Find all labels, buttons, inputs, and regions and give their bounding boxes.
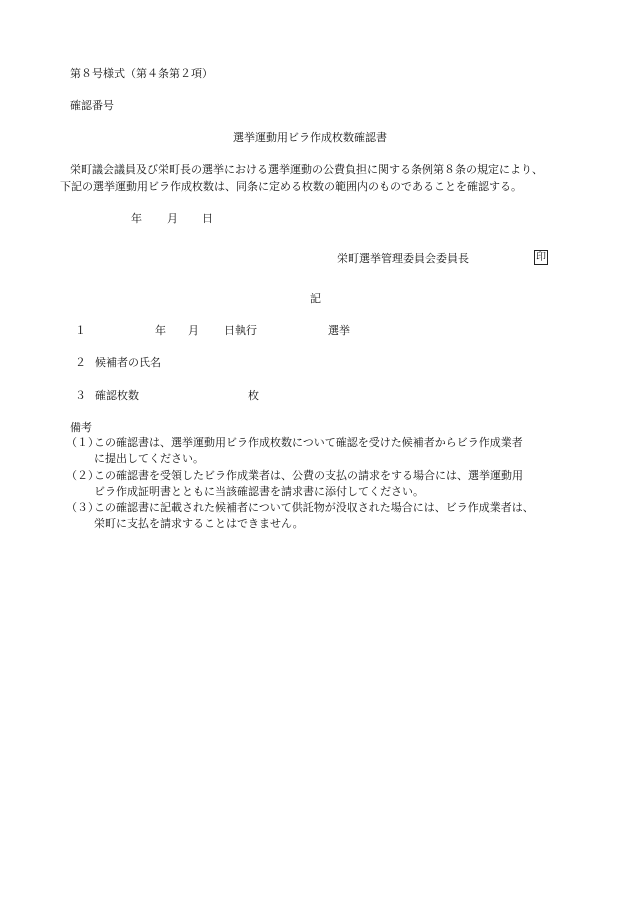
remark-note-2 [66,468,586,500]
item2-label: 候補者の氏名 [95,356,161,369]
form-number: 第８号様式（第４条第２項） [70,67,213,80]
document-title: 選挙運動用ビラ作成枚数確認書 [233,131,387,144]
remark-note-line: ビラ作成証明書とともに当該確認書を請求書に添付してください。 [94,485,424,498]
remark-note-1 [66,435,586,467]
item1-month: 月 [188,324,199,337]
date-day: 日 [202,212,213,225]
remark-note-line: に提出してください。 [94,452,204,465]
date-year: 年 [131,212,142,225]
issuer-title: 栄町選挙管理委員会委員長 [337,252,469,265]
seal-mark [534,249,548,265]
item1-day-execution: 日執行 [224,324,257,337]
date-month: 月 [167,212,178,225]
item1-number: １ [75,324,86,337]
remark-note-line: この確認書に記載された候補者について供託物が没収された場合には、ビラ作成業者は、 [94,501,534,514]
confirmation-number-label: 確認番号 [70,99,114,112]
remark-note-number: （１） [66,436,99,449]
item3-unit: 枚 [248,389,259,402]
seal-text: 印 [536,252,546,263]
remark-note-line: 栄町に支払を請求することはできません。 [94,517,304,530]
item1-year: 年 [155,324,166,337]
item3-label: 確認枚数 [95,389,139,402]
remark-note-number: （２） [66,469,99,482]
remark-note-line: この確認書を受領したビラ作成業者は、公費の支払の請求をする場合には、選挙運動用 [94,469,523,482]
body-text-line2: 下記の選挙運動用ビラ作成枚数は、同条に定める枚数の範囲内のものであることを確認する。 [60,180,522,193]
item3-number: ３ [75,389,86,402]
item2-number: ２ [75,356,86,369]
remark-note-line: この確認書は、選挙運動用ビラ作成枚数について確認を受けた候補者からビラ作成業者 [94,436,523,449]
body-text-line1: 栄町議会議員及び栄町長の選挙における選挙運動の公費負担に関する条例第８条の規定により、 [70,163,543,176]
ki-heading: 記 [310,292,321,305]
remark-note-3 [66,500,586,532]
remark-note-number: （３） [66,501,99,514]
item1-election: 選挙 [328,324,350,337]
remarks-label: 備考 [70,421,92,434]
